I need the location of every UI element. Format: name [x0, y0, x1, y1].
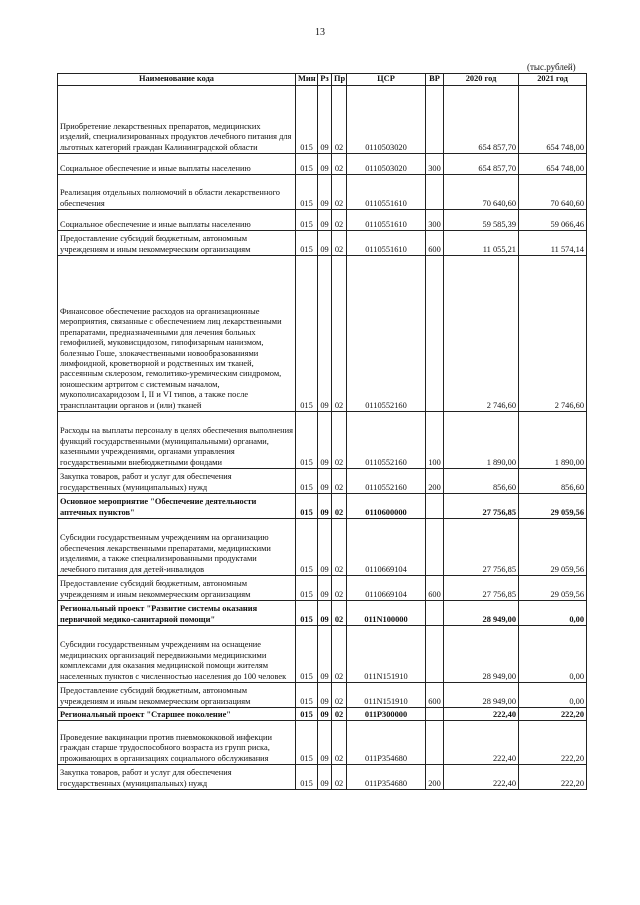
row-rz: 09 [318, 601, 332, 626]
row-2020: 70 640,60 [444, 175, 519, 210]
row-vr: 300 [426, 210, 444, 231]
row-name: Субсидии государственным учреждениям на организацию обеспечения лекарственными препаратами, медицинскими изделиями, а также специализированными продуктами лечебного питания для детей-инвалидов [58, 519, 296, 576]
row-2021: 222,20 [519, 765, 587, 790]
row-vr [426, 256, 444, 412]
row-2021: 654 748,00 [519, 86, 587, 154]
header-pr: Пр [332, 74, 347, 86]
row-name: Финансовое обеспечение расходов на организационные мероприятия, связанные с обеспечением лиц лекарственными препаратами, предназначенными для лечения больных гемофилией, муковисцидозом, гипофизарным нанизмом, болезнью Гоше, злокачественными новообразованиями лимфоидной, кроветворной и родственных им тканей, рассеянным склерозом, гемолитико-уремическим синдромом, юношеским артритом с системным началом, мукополисахаридозом I, II и VI типов, а также после трансплантации органов и (или) тканей [58, 256, 296, 412]
row-2020: 27 756,85 [444, 576, 519, 601]
row-csr: 011P300000 [347, 708, 426, 721]
row-pr: 02 [332, 175, 347, 210]
row-2021: 0,00 [519, 683, 587, 708]
row-vr [426, 175, 444, 210]
row-2021: 11 574,14 [519, 231, 587, 256]
row-min: 015 [296, 231, 318, 256]
row-vr: 600 [426, 576, 444, 601]
row-2020: 222,40 [444, 765, 519, 790]
row-2021: 70 640,60 [519, 175, 587, 210]
table-row [58, 469, 587, 494]
row-csr: 0110552160 [347, 256, 426, 412]
row-2020: 654 857,70 [444, 86, 519, 154]
row-2020: 11 055,21 [444, 231, 519, 256]
row-2021: 2 746,60 [519, 256, 587, 412]
row-name: Субсидии государственным учреждениям на оснащение медицинских организаций передвижными медицинскими комплексами для оказания медицинской помощи жителям населенных пунктов с численностью населения до 100 человек [58, 626, 296, 683]
row-min: 015 [296, 154, 318, 175]
table-row [58, 412, 587, 469]
header-2020: 2020 год [444, 74, 519, 86]
row-min: 015 [296, 683, 318, 708]
row-2020: 27 756,85 [444, 519, 519, 576]
header-min: Мин [296, 74, 318, 86]
table-row [58, 256, 587, 412]
table-row [58, 765, 587, 790]
row-2021: 29 059,56 [519, 576, 587, 601]
page-number: 13 [315, 27, 325, 38]
row-pr: 02 [332, 626, 347, 683]
row-min: 015 [296, 626, 318, 683]
row-pr: 02 [332, 469, 347, 494]
row-csr: 0110551610 [347, 210, 426, 231]
row-2020: 28 949,00 [444, 626, 519, 683]
row-pr: 02 [332, 210, 347, 231]
row-min: 015 [296, 494, 318, 519]
row-pr: 02 [332, 721, 347, 765]
row-rz: 09 [318, 683, 332, 708]
row-2021: 1 890,00 [519, 412, 587, 469]
row-name: Расходы на выплаты персоналу в целях обеспечения выполнения функций государственными (муниципальными) органами, казенными учреждениями, органами управления государственными внебюджетными фондами [58, 412, 296, 469]
row-2021: 29 059,56 [519, 519, 587, 576]
row-csr: 011P354680 [347, 765, 426, 790]
row-2021: 222,20 [519, 708, 587, 721]
row-min: 015 [296, 721, 318, 765]
row-name: Основное мероприятие "Обеспечение деятельности аптечных пунктов" [58, 494, 296, 519]
row-2021: 856,60 [519, 469, 587, 494]
row-rz: 09 [318, 626, 332, 683]
row-name: Предоставление субсидий бюджетным, автономным учреждениям и иным некоммерческим организациям [58, 683, 296, 708]
row-csr: 0110552160 [347, 412, 426, 469]
row-rz: 09 [318, 576, 332, 601]
row-vr [426, 601, 444, 626]
row-pr: 02 [332, 708, 347, 721]
row-name: Социальное обеспечение и иные выплаты населению [58, 154, 296, 175]
table-row [58, 210, 587, 231]
row-vr [426, 708, 444, 721]
row-pr: 02 [332, 765, 347, 790]
row-2020: 28 949,00 [444, 683, 519, 708]
row-min: 015 [296, 256, 318, 412]
row-csr: 0110551610 [347, 175, 426, 210]
row-min: 015 [296, 412, 318, 469]
units-label: (тыс.рублей) [527, 62, 576, 72]
row-min: 015 [296, 210, 318, 231]
row-min: 015 [296, 86, 318, 154]
row-csr: 0110669104 [347, 519, 426, 576]
header-name: Наименование кода [58, 74, 296, 86]
row-csr: 0110503020 [347, 86, 426, 154]
row-2020: 1 890,00 [444, 412, 519, 469]
row-csr: 0110551610 [347, 231, 426, 256]
row-rz: 09 [318, 231, 332, 256]
row-2021: 654 748,00 [519, 154, 587, 175]
table-header-row [58, 74, 587, 86]
row-2021: 0,00 [519, 601, 587, 626]
row-name: Региональный проект "Старшее поколение" [58, 708, 296, 721]
row-pr: 02 [332, 683, 347, 708]
row-name: Предоставление субсидий бюджетным, автономным учреждениям и иным некоммерческим организациям [58, 231, 296, 256]
row-min: 015 [296, 519, 318, 576]
row-vr [426, 721, 444, 765]
row-csr: 011P354680 [347, 721, 426, 765]
row-2020: 2 746,60 [444, 256, 519, 412]
table-row [58, 175, 587, 210]
row-rz: 09 [318, 519, 332, 576]
row-pr: 02 [332, 154, 347, 175]
row-vr: 200 [426, 469, 444, 494]
table-row [58, 231, 587, 256]
row-vr: 600 [426, 231, 444, 256]
row-name: Реализация отдельных полномочий в области лекарственного обеспечения [58, 175, 296, 210]
row-pr: 02 [332, 231, 347, 256]
table-row [58, 154, 587, 175]
row-pr: 02 [332, 256, 347, 412]
row-csr: 0110600000 [347, 494, 426, 519]
row-2020: 222,40 [444, 721, 519, 765]
table-row [58, 576, 587, 601]
row-name: Предоставление субсидий бюджетным, автономным учреждениям и иным некоммерческим организациям [58, 576, 296, 601]
row-min: 015 [296, 576, 318, 601]
table-row [58, 86, 587, 154]
row-rz: 09 [318, 86, 332, 154]
row-csr: 011N151910 [347, 626, 426, 683]
row-min: 015 [296, 765, 318, 790]
row-2020: 856,60 [444, 469, 519, 494]
row-vr: 600 [426, 683, 444, 708]
row-2020: 59 585,39 [444, 210, 519, 231]
row-pr: 02 [332, 576, 347, 601]
table-body [58, 86, 587, 790]
budget-table [57, 73, 587, 790]
row-name: Социальное обеспечение и иные выплаты населению [58, 210, 296, 231]
row-pr: 02 [332, 494, 347, 519]
row-rz: 09 [318, 708, 332, 721]
row-csr: 0110669104 [347, 576, 426, 601]
row-rz: 09 [318, 175, 332, 210]
row-2020: 222,40 [444, 708, 519, 721]
row-min: 015 [296, 708, 318, 721]
row-vr: 300 [426, 154, 444, 175]
table-row [58, 683, 587, 708]
header-rz: Рз [318, 74, 332, 86]
row-name: Региональный проект "Развитие системы оказания первичной медико-санитарной помощи" [58, 601, 296, 626]
row-name: Проведение вакцинации против пневмококковой инфекции граждан старше трудоспособного возраста из групп риска, проживающих в организациях социального обслуживания [58, 721, 296, 765]
row-csr: 011N100000 [347, 601, 426, 626]
row-rz: 09 [318, 210, 332, 231]
row-rz: 09 [318, 469, 332, 494]
row-min: 015 [296, 469, 318, 494]
header-2021: 2021 год [519, 74, 587, 86]
row-min: 015 [296, 175, 318, 210]
row-name: Закупка товаров, работ и услуг для обеспечения государственных (муниципальных) нужд [58, 469, 296, 494]
row-rz: 09 [318, 154, 332, 175]
row-vr: 200 [426, 765, 444, 790]
row-2021: 59 066,46 [519, 210, 587, 231]
table-row [58, 721, 587, 765]
row-2021: 29 059,56 [519, 494, 587, 519]
table-row [58, 519, 587, 576]
row-name: Приобретение лекарственных препаратов, медицинских изделий, специализированных продуктов лечебного питания для льготных категорий граждан Калининградской области [58, 86, 296, 154]
header-csr: ЦСР [347, 74, 426, 86]
row-min: 015 [296, 601, 318, 626]
row-2021: 0,00 [519, 626, 587, 683]
row-name: Закупка товаров, работ и услуг для обеспечения государственных (муниципальных) нужд [58, 765, 296, 790]
table-row [58, 601, 587, 626]
row-csr: 0110552160 [347, 469, 426, 494]
row-csr: 0110503020 [347, 154, 426, 175]
row-vr [426, 626, 444, 683]
row-pr: 02 [332, 86, 347, 154]
table-row [58, 494, 587, 519]
header-vr: ВР [426, 74, 444, 86]
row-pr: 02 [332, 412, 347, 469]
row-vr [426, 519, 444, 576]
table-row [58, 708, 587, 721]
row-rz: 09 [318, 721, 332, 765]
table-row [58, 626, 587, 683]
row-rz: 09 [318, 412, 332, 469]
row-pr: 02 [332, 601, 347, 626]
row-pr: 02 [332, 519, 347, 576]
row-csr: 011N151910 [347, 683, 426, 708]
row-2020: 654 857,70 [444, 154, 519, 175]
row-rz: 09 [318, 256, 332, 412]
row-vr [426, 86, 444, 154]
row-vr [426, 494, 444, 519]
row-vr: 100 [426, 412, 444, 469]
row-rz: 09 [318, 765, 332, 790]
row-2020: 28 949,00 [444, 601, 519, 626]
row-2020: 27 756,85 [444, 494, 519, 519]
row-2021: 222,20 [519, 721, 587, 765]
row-rz: 09 [318, 494, 332, 519]
